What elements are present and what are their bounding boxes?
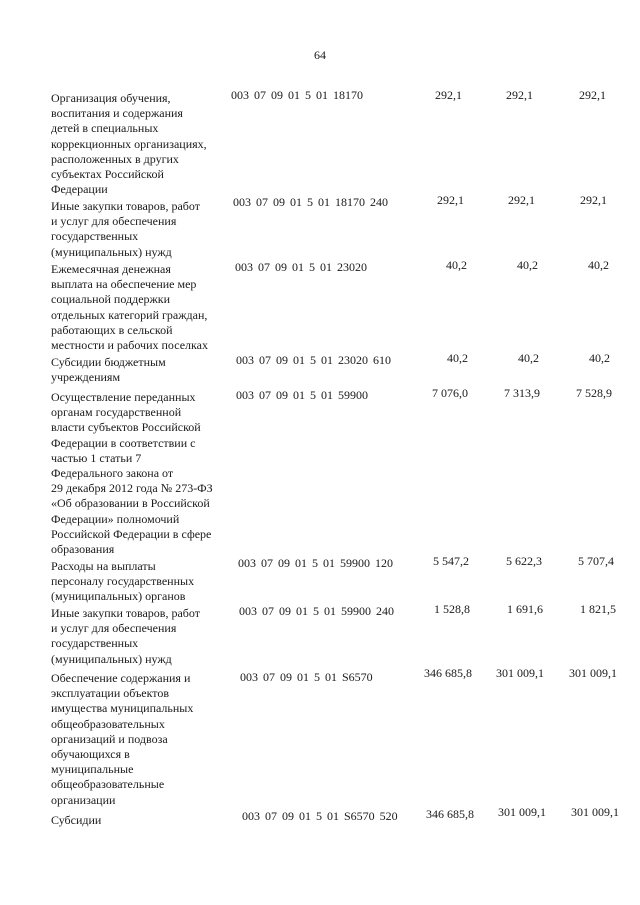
row-codes: 003 07 09 01 5 01 59900 120 bbox=[238, 556, 393, 570]
row-value-3: 40,2 bbox=[588, 258, 609, 272]
row-codes: 003 07 09 01 5 01 59900 240 bbox=[239, 604, 394, 618]
row-description: Осуществление переданных органам государственной власти субъектов Российской Федерации в соответствии с частью 1 статьи 7 Федерального закона от 29 декабря 2012 года № 273-ФЗ «Об образовании в Российской Федерации» полномочий Российской Федерации в сфере образования bbox=[51, 390, 213, 557]
row-value-3: 7 528,9 bbox=[576, 386, 612, 400]
row-value-1: 346 685,8 bbox=[424, 666, 472, 680]
row-value-2: 292,1 bbox=[508, 193, 535, 207]
row-value-3: 1 821,5 bbox=[580, 602, 616, 616]
row-value-1: 292,1 bbox=[435, 88, 462, 102]
row-codes: 003 07 09 01 5 01 18170 bbox=[231, 88, 363, 102]
row-value-2: 301 009,1 bbox=[496, 666, 544, 680]
row-description: Обеспечение содержания и эксплуатации объектов имущества муниципальных общеобразовательных организаций и подвоза обучающихся в муниципальные общеобразовательные организации bbox=[51, 671, 194, 807]
row-codes: 003 07 09 01 5 01 18170 240 bbox=[233, 195, 388, 209]
row-description: Субсидии бюджетным учреждениям bbox=[51, 355, 166, 385]
row-description: Иные закупки товаров, работ и услуг для обеспечения государственных (муниципальных) нужд bbox=[51, 199, 200, 259]
row-value-1: 1 528,8 bbox=[434, 602, 470, 616]
row-description: Субсидии bbox=[51, 813, 102, 827]
row-value-1: 292,1 bbox=[437, 193, 464, 207]
row-description: Организация обучения, воспитания и содержания детей в специальных коррекционных организациях, расположенных в других субъектах Российской Федерации bbox=[51, 91, 207, 197]
row-value-2: 40,2 bbox=[518, 351, 539, 365]
row-description: Ежемесячная денежная выплата на обеспечение мер социальной поддержки отдельных категорий граждан, работающих в сельской местности и рабочих поселках bbox=[51, 262, 208, 353]
row-codes: 003 07 09 01 5 01 23020 610 bbox=[236, 353, 391, 367]
row-value-2: 7 313,9 bbox=[504, 386, 540, 400]
row-value-2: 301 009,1 bbox=[498, 805, 546, 819]
row-value-2: 5 622,3 bbox=[506, 554, 542, 568]
row-value-3: 40,2 bbox=[589, 351, 610, 365]
row-description: Иные закупки товаров, работ и услуг для обеспечения государственных (муниципальных) нужд bbox=[51, 606, 200, 666]
row-value-3: 5 707,4 bbox=[578, 554, 614, 568]
row-value-3: 292,1 bbox=[580, 193, 607, 207]
row-value-2: 40,2 bbox=[517, 258, 538, 272]
page-number: 64 bbox=[314, 48, 326, 62]
row-value-3: 301 009,1 bbox=[569, 666, 617, 680]
row-codes: 003 07 09 01 5 01 S6570 520 bbox=[242, 809, 398, 823]
row-value-1: 7 076,0 bbox=[432, 386, 468, 400]
row-value-1: 346 685,8 bbox=[426, 807, 474, 821]
row-codes: 003 07 09 01 5 01 S6570 bbox=[240, 670, 373, 684]
row-description: Расходы на выплаты персоналу государственных (муниципальных) органов bbox=[51, 559, 195, 604]
row-codes: 003 07 09 01 5 01 59900 bbox=[236, 388, 368, 402]
row-value-2: 292,1 bbox=[506, 88, 533, 102]
row-codes: 003 07 09 01 5 01 23020 bbox=[235, 260, 367, 274]
row-value-1: 5 547,2 bbox=[433, 554, 469, 568]
row-value-3: 301 009,1 bbox=[571, 805, 619, 819]
row-value-1: 40,2 bbox=[447, 351, 468, 365]
row-value-1: 40,2 bbox=[446, 258, 467, 272]
row-value-2: 1 691,6 bbox=[507, 602, 543, 616]
row-value-3: 292,1 bbox=[579, 88, 606, 102]
